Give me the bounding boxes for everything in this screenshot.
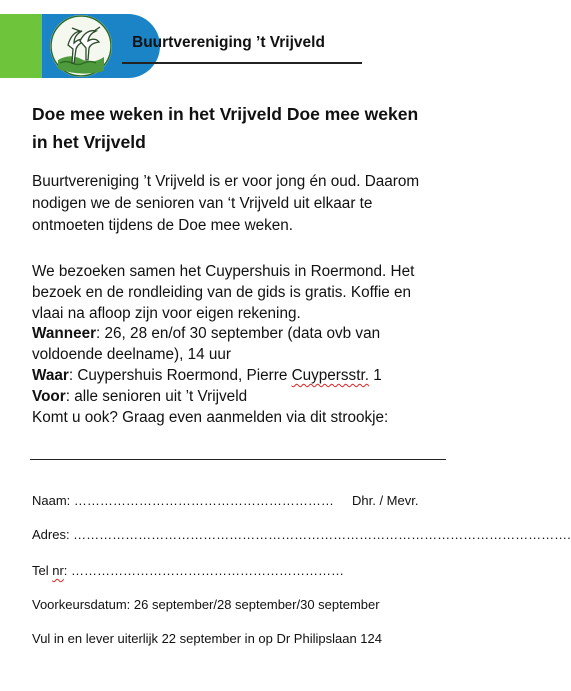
voor-text: : alle senioren uit ’t Vrijveld bbox=[65, 387, 248, 405]
phone-label-prefix: Tel bbox=[32, 563, 53, 578]
details-paragraph bbox=[32, 262, 442, 428]
title-underline bbox=[122, 62, 362, 64]
visit-intro-text: We bezoeken samen het Cuypershuis in Roermond. Het bezoek en de rondleiding van de gids is gratis. Koffie en vlaai na afloop zijn voor eigen rekening. bbox=[32, 263, 415, 322]
waar-number: 1 bbox=[368, 366, 382, 384]
waar-label: Waar bbox=[32, 366, 69, 384]
cut-line-divider bbox=[30, 459, 446, 460]
return-instruction: Vul in en lever uiterlijk 22 september in op Dr Philipslaan 124 bbox=[32, 631, 382, 646]
signup-prompt: Komt u ook? Graag even aanmelden via dit strookje: bbox=[32, 408, 389, 426]
waar-street-name: Cuypersstr. bbox=[291, 366, 369, 384]
org-title: Buurtvereniging ’t Vrijveld bbox=[132, 34, 325, 51]
salutation-choice[interactable]: Dhr. / Mevr. bbox=[352, 493, 419, 508]
waar-text: : Cuypershuis Roermond, Pierre bbox=[68, 366, 292, 384]
wanneer-text: : 26, 28 en/of 30 september (data ovb van voldoende deelname), 14 uur bbox=[32, 325, 381, 364]
preferred-date-line: Voorkeursdatum: 26 september/28 september/30 september bbox=[32, 597, 380, 612]
heron-bird-logo-icon bbox=[50, 15, 112, 77]
phone-dots: : ……………………………………………………… bbox=[63, 563, 345, 578]
header-banner bbox=[0, 14, 457, 84]
phone-label-nr: nr bbox=[52, 563, 64, 578]
intro-paragraph: Buurtvereniging ’t Vrijveld is er voor jong én oud. Daarom nodigen we de senioren van ‘t Vrijveld uit elkaar te ontmoeten tijdens de Doe mee weken. bbox=[32, 173, 420, 234]
voor-label: Voor bbox=[32, 387, 66, 405]
name-field[interactable]: Naam: …………………………………………………… bbox=[32, 493, 334, 508]
phone-field[interactable] bbox=[32, 563, 344, 578]
address-field[interactable]: Adres: ……………………………………………………………………………………………………. bbox=[32, 527, 571, 542]
page-heading: Doe mee weken in het Vrijveld Doe mee weken in het Vrijveld bbox=[32, 104, 419, 152]
wanneer-label: Wanneer bbox=[32, 325, 97, 343]
green-accent-bar bbox=[0, 14, 42, 78]
